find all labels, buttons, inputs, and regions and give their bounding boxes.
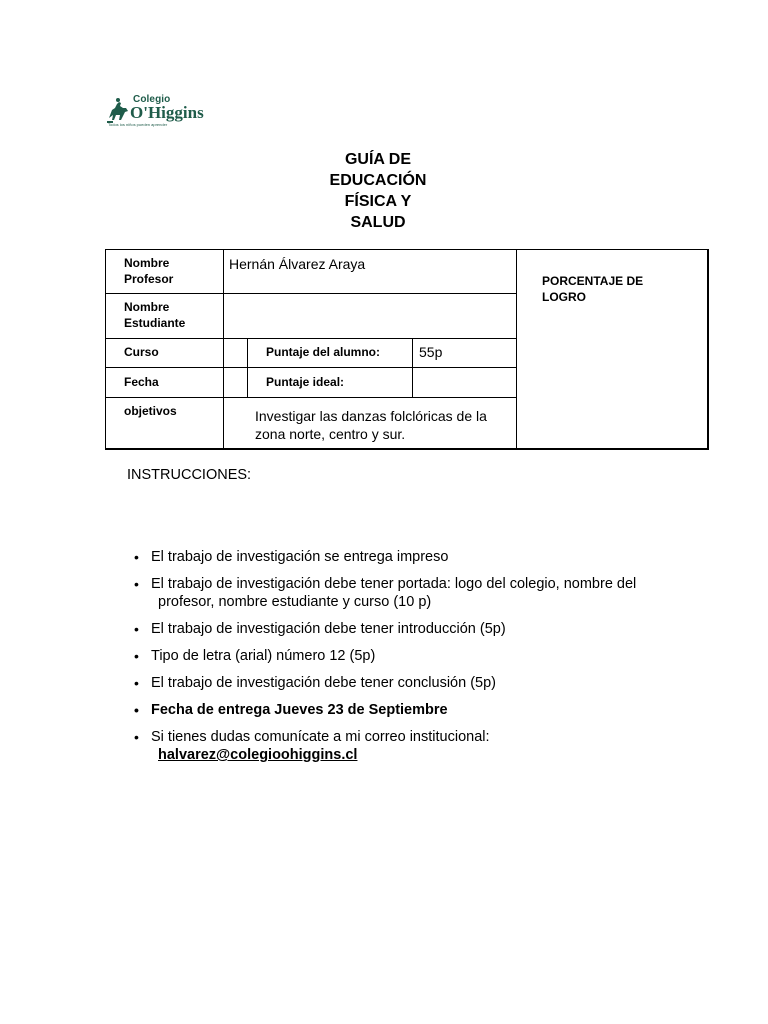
table-row-divider-4 xyxy=(105,397,517,398)
title-line-2: EDUCACIÓN xyxy=(329,172,427,189)
puntaje-alumno-value: 55p xyxy=(419,344,443,360)
porcentaje-label: PORCENTAJE DE LOGRO xyxy=(542,274,644,304)
document-title xyxy=(298,149,458,233)
profesor-value: Hernán Álvarez Araya xyxy=(229,256,366,272)
title-line-3: FÍSICA Y xyxy=(344,193,412,210)
bullet-icon: • xyxy=(134,576,139,592)
list-item-text: El trabajo de investigación se entrega impreso xyxy=(151,549,449,565)
puntaje-alumno-label: Puntaje del alumno: xyxy=(266,345,381,359)
fecha-label: Fecha xyxy=(124,375,159,389)
list-item-continuation: profesor, nombre estudiante y curso (10 p) xyxy=(158,594,432,610)
curso-label: Curso xyxy=(124,345,159,359)
list-item xyxy=(134,620,694,638)
logo-small-text: Colegio xyxy=(133,94,171,105)
list-item-text: Tipo de letra (arial) número 12 (5p) xyxy=(151,648,376,664)
table-inner-divider-a xyxy=(247,338,248,397)
list-item xyxy=(134,647,694,665)
table-border-top xyxy=(105,249,709,250)
objetivos-label: objetivos xyxy=(124,404,177,418)
email-link[interactable]: halvarez@colegioohiggins.cl xyxy=(158,747,358,763)
puntaje-ideal-label: Puntaje ideal: xyxy=(266,375,345,389)
estudiante-label: Nombre Estudiante xyxy=(124,300,186,330)
list-item-text: El trabajo de investigación debe tener introducción (5p) xyxy=(151,621,506,637)
table-col-divider-1 xyxy=(223,249,224,450)
bullet-icon: • xyxy=(134,702,139,718)
list-item xyxy=(134,548,694,566)
list-item xyxy=(134,674,694,692)
table-border-right xyxy=(707,249,709,450)
list-item-text: El trabajo de investigación debe tener conclusión (5p) xyxy=(151,675,496,691)
bullet-icon: • xyxy=(134,729,139,745)
objetivos-value: Investigar las danzas folclóricas de la zona norte, centro y sur. xyxy=(255,408,487,442)
list-item-text: Fecha de entrega Jueves 23 de Septiembre xyxy=(151,702,448,718)
school-logo xyxy=(106,94,218,128)
bullet-icon: • xyxy=(134,549,139,565)
instructions-heading: INSTRUCCIONES: xyxy=(127,467,252,483)
info-table xyxy=(105,249,709,450)
title-line-1: GUÍA DE xyxy=(344,151,412,168)
profesor-label: Nombre Profesor xyxy=(124,256,174,286)
list-item-text: Si tienes dudas comunícate a mi correo institucional: xyxy=(151,729,490,745)
list-item-text: El trabajo de investigación debe tener portada: logo del colegio, nombre del xyxy=(151,576,637,592)
bullet-icon: • xyxy=(134,621,139,637)
table-border-bottom xyxy=(105,448,709,450)
logo-big-text: O'Higgins xyxy=(130,103,204,122)
bullet-icon: • xyxy=(134,648,139,664)
table-row-divider-3 xyxy=(105,367,517,368)
list-item xyxy=(134,701,694,719)
bullet-icon: • xyxy=(134,675,139,691)
logo-tagline: Todos los niños pueden aprender xyxy=(108,122,168,127)
table-row-divider-2 xyxy=(105,338,517,339)
list-item xyxy=(134,575,694,611)
table-col-divider-2 xyxy=(516,249,517,450)
list-item xyxy=(134,728,694,764)
table-inner-divider-b xyxy=(412,338,413,397)
instructions-list xyxy=(134,548,694,773)
title-line-4: SALUD xyxy=(350,214,406,231)
horse-rider-icon xyxy=(106,96,130,124)
table-border-left xyxy=(105,249,106,450)
table-row-divider-1 xyxy=(105,293,517,294)
